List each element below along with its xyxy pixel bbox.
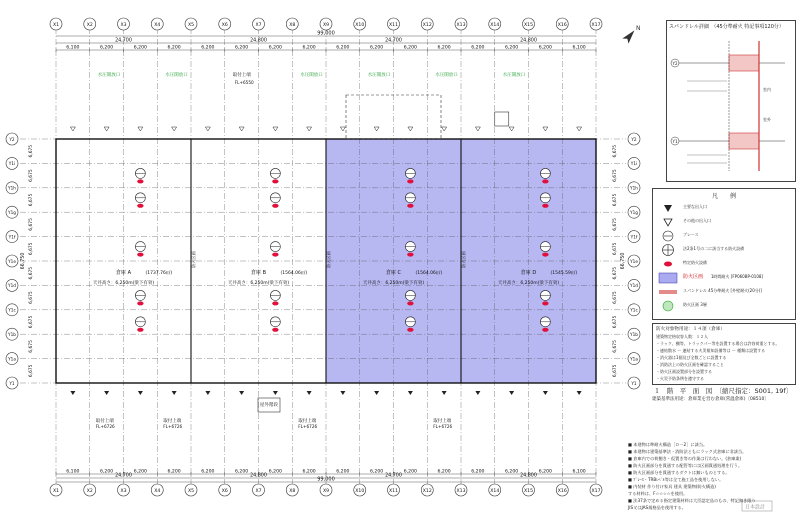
grid-bubble-label: X12 [422, 23, 432, 28]
legend-title: 凡 例 [711, 193, 736, 200]
bottom-label: 取付上端 [433, 419, 452, 424]
fire-zone-note: 防火区画 [326, 251, 331, 268]
grid-bubble-label: Y2 [9, 136, 15, 142]
grid-bubble-label: X2 [86, 489, 93, 494]
remark-line: ■ 防火区画部分を貫通するダクトは無いものとする。 [628, 470, 730, 475]
remark-line: JIS又はJAS規格品を使用する。 [628, 505, 686, 510]
dim-row-text: 6,675 [613, 169, 618, 182]
note-line: ・ラック、棚等、トラックパー等を設置する場合は許容荷重とする。 [656, 341, 780, 346]
remark-line: ■ 倉庫内での荷捌き・仮置き等の作業は行わない。(倉庫業) [628, 456, 742, 461]
dim-text: 6,200 [471, 45, 485, 51]
fire-zone-note: 防火区画 [461, 251, 466, 268]
triangle-open-icon [657, 216, 679, 228]
elevator-box [495, 112, 509, 126]
grid-bubble-label: X6 [221, 489, 228, 494]
triangle-down-icon [104, 391, 109, 395]
dim-text: 6,200 [370, 45, 384, 51]
fire-zone-icon [657, 272, 679, 284]
dim-text: 6,200 [167, 469, 181, 475]
special-equipment-icon [657, 258, 679, 270]
grid-bubble-label: X10 [355, 23, 365, 28]
grid-bubble-label: Y1h [630, 185, 638, 191]
dim-text: 6,200 [437, 45, 451, 51]
grid-bubble-label: X14 [490, 489, 500, 494]
special-equipment-icon [137, 328, 143, 332]
dim-sub-text: 24,800 [250, 473, 267, 479]
remark-line: ■ 法37条で定める指定建築材料は大臣認定品のもの、特記無き限り [628, 498, 756, 503]
sprinkler-icon [657, 244, 679, 256]
top-opening-label: 水圧開放口 [97, 73, 121, 78]
triangle-open-icon [172, 127, 177, 131]
grid-bubble-label: X5 [187, 489, 195, 494]
detail-label-outdoor: 室外 [763, 117, 771, 122]
dim-text: 6,200 [538, 45, 552, 51]
dim-sub-text: 24,800 [250, 38, 267, 44]
warehouse-area: (1737.76㎡) [145, 271, 173, 276]
bottom-fl: FL+6726 [95, 424, 115, 429]
special-equipment-icon [272, 204, 278, 208]
legend-text: 1時間耐火 [FP060BP-0108] [711, 274, 763, 279]
dim-text: 6,200 [505, 469, 519, 475]
triangle-open-icon [408, 127, 413, 131]
grid-bubble-label: Y1h [8, 185, 16, 191]
triangle-open-icon [374, 127, 379, 131]
detail-drawing [667, 31, 795, 181]
dim-text: 6,200 [201, 45, 215, 51]
legend-row-shutter [653, 285, 795, 299]
dim-text: 6,200 [336, 469, 350, 475]
dim-row-text: 6,675 [613, 364, 618, 378]
special-equipment-icon [272, 253, 278, 257]
note-line: ・連結散水 ー 連結する火災報知設備等は ー 種類は設置する [656, 348, 766, 353]
grid-bubble-label: X11 [389, 489, 398, 494]
grid-bubble-label: Y1c [8, 307, 16, 313]
dim-text: 6,200 [235, 469, 249, 475]
dim-row-text: 6,675 [613, 144, 618, 158]
special-equipment-icon [542, 328, 548, 332]
special-equipment-icon [407, 328, 413, 332]
grid-bubble-label: X5 [187, 23, 195, 28]
remark-line: する材料は、F☆☆☆☆を使用。 [628, 491, 688, 496]
grid-bubble-label: X8 [289, 23, 296, 28]
warehouse-height: 天井高さ：6,250m(梁下有効) [227, 281, 290, 286]
triangle-open-icon [340, 127, 345, 131]
grid-bubble-label: Y1 [9, 380, 15, 386]
special-equipment-icon [137, 301, 143, 305]
triangle-open-icon [475, 127, 480, 131]
grid-bubble-label: X17 [591, 489, 601, 494]
dim-text: 6,200 [235, 45, 249, 51]
dim-text: 6,200 [505, 45, 519, 51]
bottom-fl: FL+6726 [298, 424, 318, 429]
dim-row-text: 6,675 [613, 340, 618, 353]
special-equipment-icon [137, 204, 143, 208]
fire-zone-note: 防火区画 [191, 251, 196, 268]
triangle-open-icon [543, 127, 548, 131]
legend-row-sprinkler [653, 243, 795, 257]
special-equipment-icon [407, 179, 413, 183]
warehouse-area: (1564.06㎡) [280, 271, 308, 276]
top-opening-label: 水圧開放口 [165, 73, 188, 78]
special-equipment-icon [542, 301, 548, 305]
grid-bubble-label: X14 [490, 23, 500, 28]
sheet-title: １ 階 平 面 図 〔縮尺指定：S001, 19f〕 [653, 387, 793, 395]
warehouse-name: 倉庫 A [115, 270, 132, 276]
dim-sub-text: 24,800 [520, 473, 537, 479]
grid-bubble-label: X4 [154, 23, 161, 28]
dim-sub-text: 24,700 [115, 38, 132, 44]
dim-text: 6,100 [572, 45, 586, 51]
dim-row-text: 6,675 [29, 291, 34, 304]
dim-text: 6,200 [133, 45, 147, 51]
grid-bubble-label: X15 [524, 489, 533, 494]
grid-bubble-label: Y1 [631, 380, 637, 386]
grid-bubble-label: X4 [154, 489, 161, 494]
grid-bubble-label: X1 [52, 23, 60, 28]
detail-label-indoor: 室内 [763, 87, 771, 92]
grid-bubble-label: X13 [456, 23, 466, 28]
grid-bubble-label: X12 [422, 489, 432, 494]
dim-row-text: 6,675 [29, 144, 34, 158]
grid-bubble-label: X8 [289, 489, 296, 494]
grid-bubble-label: X2 [86, 23, 93, 28]
triangle-open-icon [273, 127, 278, 131]
triangle-down-icon [70, 391, 75, 395]
grid-bubble-label: Y1i [630, 161, 638, 167]
triangle-open-icon [442, 127, 447, 131]
legend-text: ブレース [683, 232, 699, 237]
triangle-down-icon [509, 391, 514, 395]
dim-text: 6,200 [538, 469, 552, 475]
grid-bubble-label: Y1c [630, 307, 638, 313]
dim-row-total: 66,750 [621, 252, 626, 270]
dim-text: 6,200 [100, 45, 114, 51]
triangle-down-icon [543, 391, 548, 395]
note-line: 建築物定格収容人数：１２人 [656, 334, 708, 339]
grid-bubble-label: X16 [557, 489, 567, 494]
brace-icon [657, 230, 679, 242]
warehouse-area: (1564.06㎡) [415, 271, 443, 276]
grid-bubble-label: X9 [322, 489, 330, 494]
dim-text: 6,200 [100, 469, 114, 475]
grid-bubble-label: Y1b [630, 332, 638, 337]
dim-row-text: 6,675 [29, 340, 34, 353]
bottom-label: 取付上端 [95, 419, 114, 424]
grid-bubble-label: Y1b [8, 332, 16, 337]
dim-row-total: 66,750 [21, 252, 26, 270]
legend-text: その他の出入口 [683, 218, 711, 223]
triangle-down-icon [307, 391, 312, 395]
triangle-down-icon [239, 391, 244, 395]
top-opening-label: 水圧開放口 [300, 73, 323, 78]
legend-fire-zone-label: 防火区画 [683, 274, 704, 280]
dim-row-text: 6,675 [613, 242, 618, 256]
top-opening-label: 水圧開放口 [367, 73, 391, 78]
dim-text: 6,200 [302, 45, 316, 51]
notes-title: 防火対象物用途：１４項（倉庫） [656, 327, 725, 332]
dim-text: 6,200 [370, 469, 384, 475]
legend-panel [652, 188, 796, 320]
grid-bubble-label: X16 [557, 23, 567, 28]
dim-sub-text: 24,700 [385, 38, 402, 44]
triangle-open-icon [104, 127, 109, 131]
dim-text: 6,200 [302, 469, 316, 475]
grid-bubble-label: Y1d [8, 283, 16, 289]
legend-row-special-equipment [653, 257, 795, 271]
remark-line: ■ 防火区画部分を貫通する配管等には区画貫通処理を行う。 [628, 463, 743, 468]
grid-bubble-label: X3 [120, 489, 127, 494]
warehouse-area: (1545.59㎡) [550, 271, 578, 276]
dim-row-text: 6,675 [613, 291, 618, 304]
dim-sub-text: 24,700 [385, 473, 402, 479]
bottom-label: 取付上端 [163, 419, 182, 424]
triangle-open-icon [307, 127, 312, 131]
triangle-down-icon [442, 391, 447, 395]
grid-bubble-label: Y1f [630, 234, 638, 240]
special-equipment-icon [272, 301, 278, 305]
triangle-down-icon [577, 391, 582, 395]
legend-text: 防火区画 3層 [683, 302, 707, 307]
grid-bubble-label: X6 [221, 23, 228, 28]
legend-row-fire-zone [653, 271, 795, 285]
note-line: ・消防法上の防火区画を確認すること [656, 362, 724, 367]
legend-row-brace [653, 229, 795, 243]
north-arrow-icon [622, 25, 640, 44]
triangle-down-icon [340, 391, 345, 395]
dim-text: 6,200 [133, 469, 147, 475]
grid-bubble-label: X9 [322, 23, 330, 28]
note-line: ・火災予防条例を遵守する [656, 376, 704, 381]
special-equipment-icon [542, 253, 548, 257]
dim-text: 6,100 [66, 45, 80, 51]
triangle-open-icon [205, 127, 210, 131]
legend-row-hatch [653, 299, 795, 313]
dim-row-text: 6,675 [29, 315, 34, 329]
note-line: ・防火区画設置部分を設置する [656, 369, 712, 374]
grid-bubble-label: X17 [591, 23, 601, 28]
triangle-down-icon [273, 391, 278, 395]
top-opening-label: 水圧開放口 [435, 73, 458, 78]
grid-bubble-label: Y1d [630, 283, 638, 289]
legend-row-main-entrance [653, 201, 795, 215]
triangle-open-icon [577, 127, 582, 131]
legend-text: スパンドレル 45分準耐火 [外壁耐火(20分)] [683, 288, 762, 293]
dim-row-text: 6,675 [613, 315, 618, 329]
remark-line: ■ 本建物は準耐火構造［ロ－2］に該当。 [628, 442, 708, 447]
detail-label-y1: Y2 [672, 61, 678, 66]
grid-bubble-label: X15 [524, 23, 533, 28]
triangle-down-icon [172, 391, 177, 395]
warehouse-height: 天井高さ：6,250m(梁下有効) [92, 281, 155, 286]
special-equipment-icon [272, 328, 278, 332]
special-equipment-icon [407, 253, 413, 257]
hatch-icon [657, 300, 679, 312]
triangle-down-icon [374, 391, 379, 395]
grid-bubble-label: Y1i [8, 161, 16, 167]
triangle-down-icon [408, 391, 413, 395]
dim-overall-text: 99,000 [317, 476, 335, 483]
triangle-open-icon [239, 127, 244, 131]
dim-row-text: 6,675 [29, 218, 34, 231]
grid-bubble-label: X7 [255, 489, 262, 494]
dim-text: 6,200 [403, 45, 417, 51]
grid-bubble-label: Y1a [630, 356, 638, 362]
warehouse-height: 天井高さ：6,250m(梁下有効) [362, 281, 425, 286]
legend-text: 特定防火設備 [683, 260, 707, 265]
outer-stair [258, 398, 280, 412]
special-equipment-icon [137, 179, 143, 183]
spandrel-detail-panel [666, 20, 796, 182]
triangle-open-icon [70, 127, 75, 131]
warehouse-name: 倉庫 B [250, 270, 267, 276]
bottom-fl: FL+6726 [163, 424, 183, 429]
dim-sub-text: 24,700 [115, 473, 132, 479]
dim-text: 6,200 [268, 469, 282, 475]
grid-bubble-label: Y1f [8, 234, 16, 240]
grid-bubble-label: Y1g [630, 210, 638, 215]
detail-label-y2: Y1 [672, 139, 678, 144]
dim-row-text: 6,675 [29, 193, 34, 207]
stair-label: 屋外階段 [260, 403, 278, 408]
triangle-down-icon [657, 202, 679, 214]
dim-row-text: 6,675 [29, 364, 34, 378]
dim-row-text: 6,675 [29, 242, 34, 256]
remark-line: ■ 本建物は建築基準法・消防法ともにラック式倉庫に非該当。 [628, 449, 747, 454]
dim-sub-text: 24,800 [520, 38, 537, 44]
dim-row-text: 6,675 [29, 266, 34, 280]
triangle-down-icon [205, 391, 210, 395]
grid-bubble-label: X13 [456, 489, 466, 494]
special-equipment-icon [542, 179, 548, 183]
bottom-label: 取付上端 [298, 419, 317, 424]
dim-text: 6,200 [268, 45, 282, 51]
dim-text: 6,200 [437, 469, 451, 475]
special-equipment-icon [272, 179, 278, 183]
grid-bubble-label: Y2 [631, 136, 637, 142]
fl-note: FL+6550 [234, 80, 254, 85]
grid-bubble-label: Y1a [8, 356, 16, 362]
legend-text: 法2条1号の二に該当する防火設備 [683, 246, 745, 251]
remark-line: ■ 内装材 作り付け家具 建具 建築物(防火構造) [628, 484, 716, 489]
stamp-text: 日本設計 [745, 504, 766, 511]
detail-title: スパンドレル詳細 （45分準耐火 特記事項120分） [669, 24, 784, 30]
special-equipment-icon [407, 204, 413, 208]
warehouse-height: 天井高さ：6,250m(梁下有効) [497, 281, 560, 286]
special-equipment-icon [407, 301, 413, 305]
grid-bubble-label: X11 [389, 23, 398, 28]
dim-row-text: 6,675 [613, 193, 618, 207]
bottom-fl: FL+6726 [433, 424, 453, 429]
legend-row-other-entrance [653, 215, 795, 229]
warehouse-name: 倉庫 D [520, 270, 537, 276]
top-opening-label: 水圧開放口 [502, 73, 526, 78]
notes-panel [652, 323, 796, 385]
dim-row-text: 6,675 [29, 169, 34, 182]
grid-bubble-label: Y1e [8, 258, 16, 264]
dim-text: 6,100 [572, 469, 586, 475]
grid-bubble-label: X10 [355, 489, 365, 494]
dim-text: 6,200 [336, 45, 350, 51]
legend-text: 主要な出入口 [683, 204, 707, 209]
grid-bubble-label: Y1g [8, 210, 16, 215]
grid-bubble-label: Y1e [630, 258, 638, 264]
remark-line: ■ ﾌﾞﾚｰｽ・TRBﾚﾍﾞﾙ等は全て施工品を使用しない。 [628, 477, 724, 482]
shutter-icon [657, 286, 679, 298]
grid-bubble-label: X7 [255, 23, 262, 28]
grid-bubble-label: X3 [120, 23, 127, 28]
top-opening-label: 取付上端 [232, 73, 251, 78]
dim-text: 6,200 [403, 469, 417, 475]
dim-text: 6,200 [201, 469, 215, 475]
warehouse-name: 倉庫 C [385, 270, 402, 276]
triangle-down-icon [138, 391, 143, 395]
special-equipment-icon [542, 204, 548, 208]
dim-row-text: 6,675 [613, 218, 618, 231]
triangle-down-icon [475, 391, 480, 395]
triangle-open-icon [138, 127, 143, 131]
special-equipment-icon [137, 253, 143, 257]
grid-bubble-label: X1 [52, 489, 60, 494]
dim-text: 6,200 [167, 45, 181, 51]
note-line: ・消火器は1個及び全数ごとに設置する [656, 355, 727, 360]
triangle-open-icon [509, 127, 514, 131]
dim-text: 6,200 [471, 469, 485, 475]
sheet-subtitle: 建築基準法用途：倉庫業を営む倉庫(常温倉庫)〔08510〕 [652, 397, 769, 402]
dim-row-text: 6,675 [613, 266, 618, 280]
dim-overall-text: 99,000 [317, 30, 335, 37]
north-label: N [636, 25, 641, 32]
dim-text: 6,100 [66, 469, 80, 475]
